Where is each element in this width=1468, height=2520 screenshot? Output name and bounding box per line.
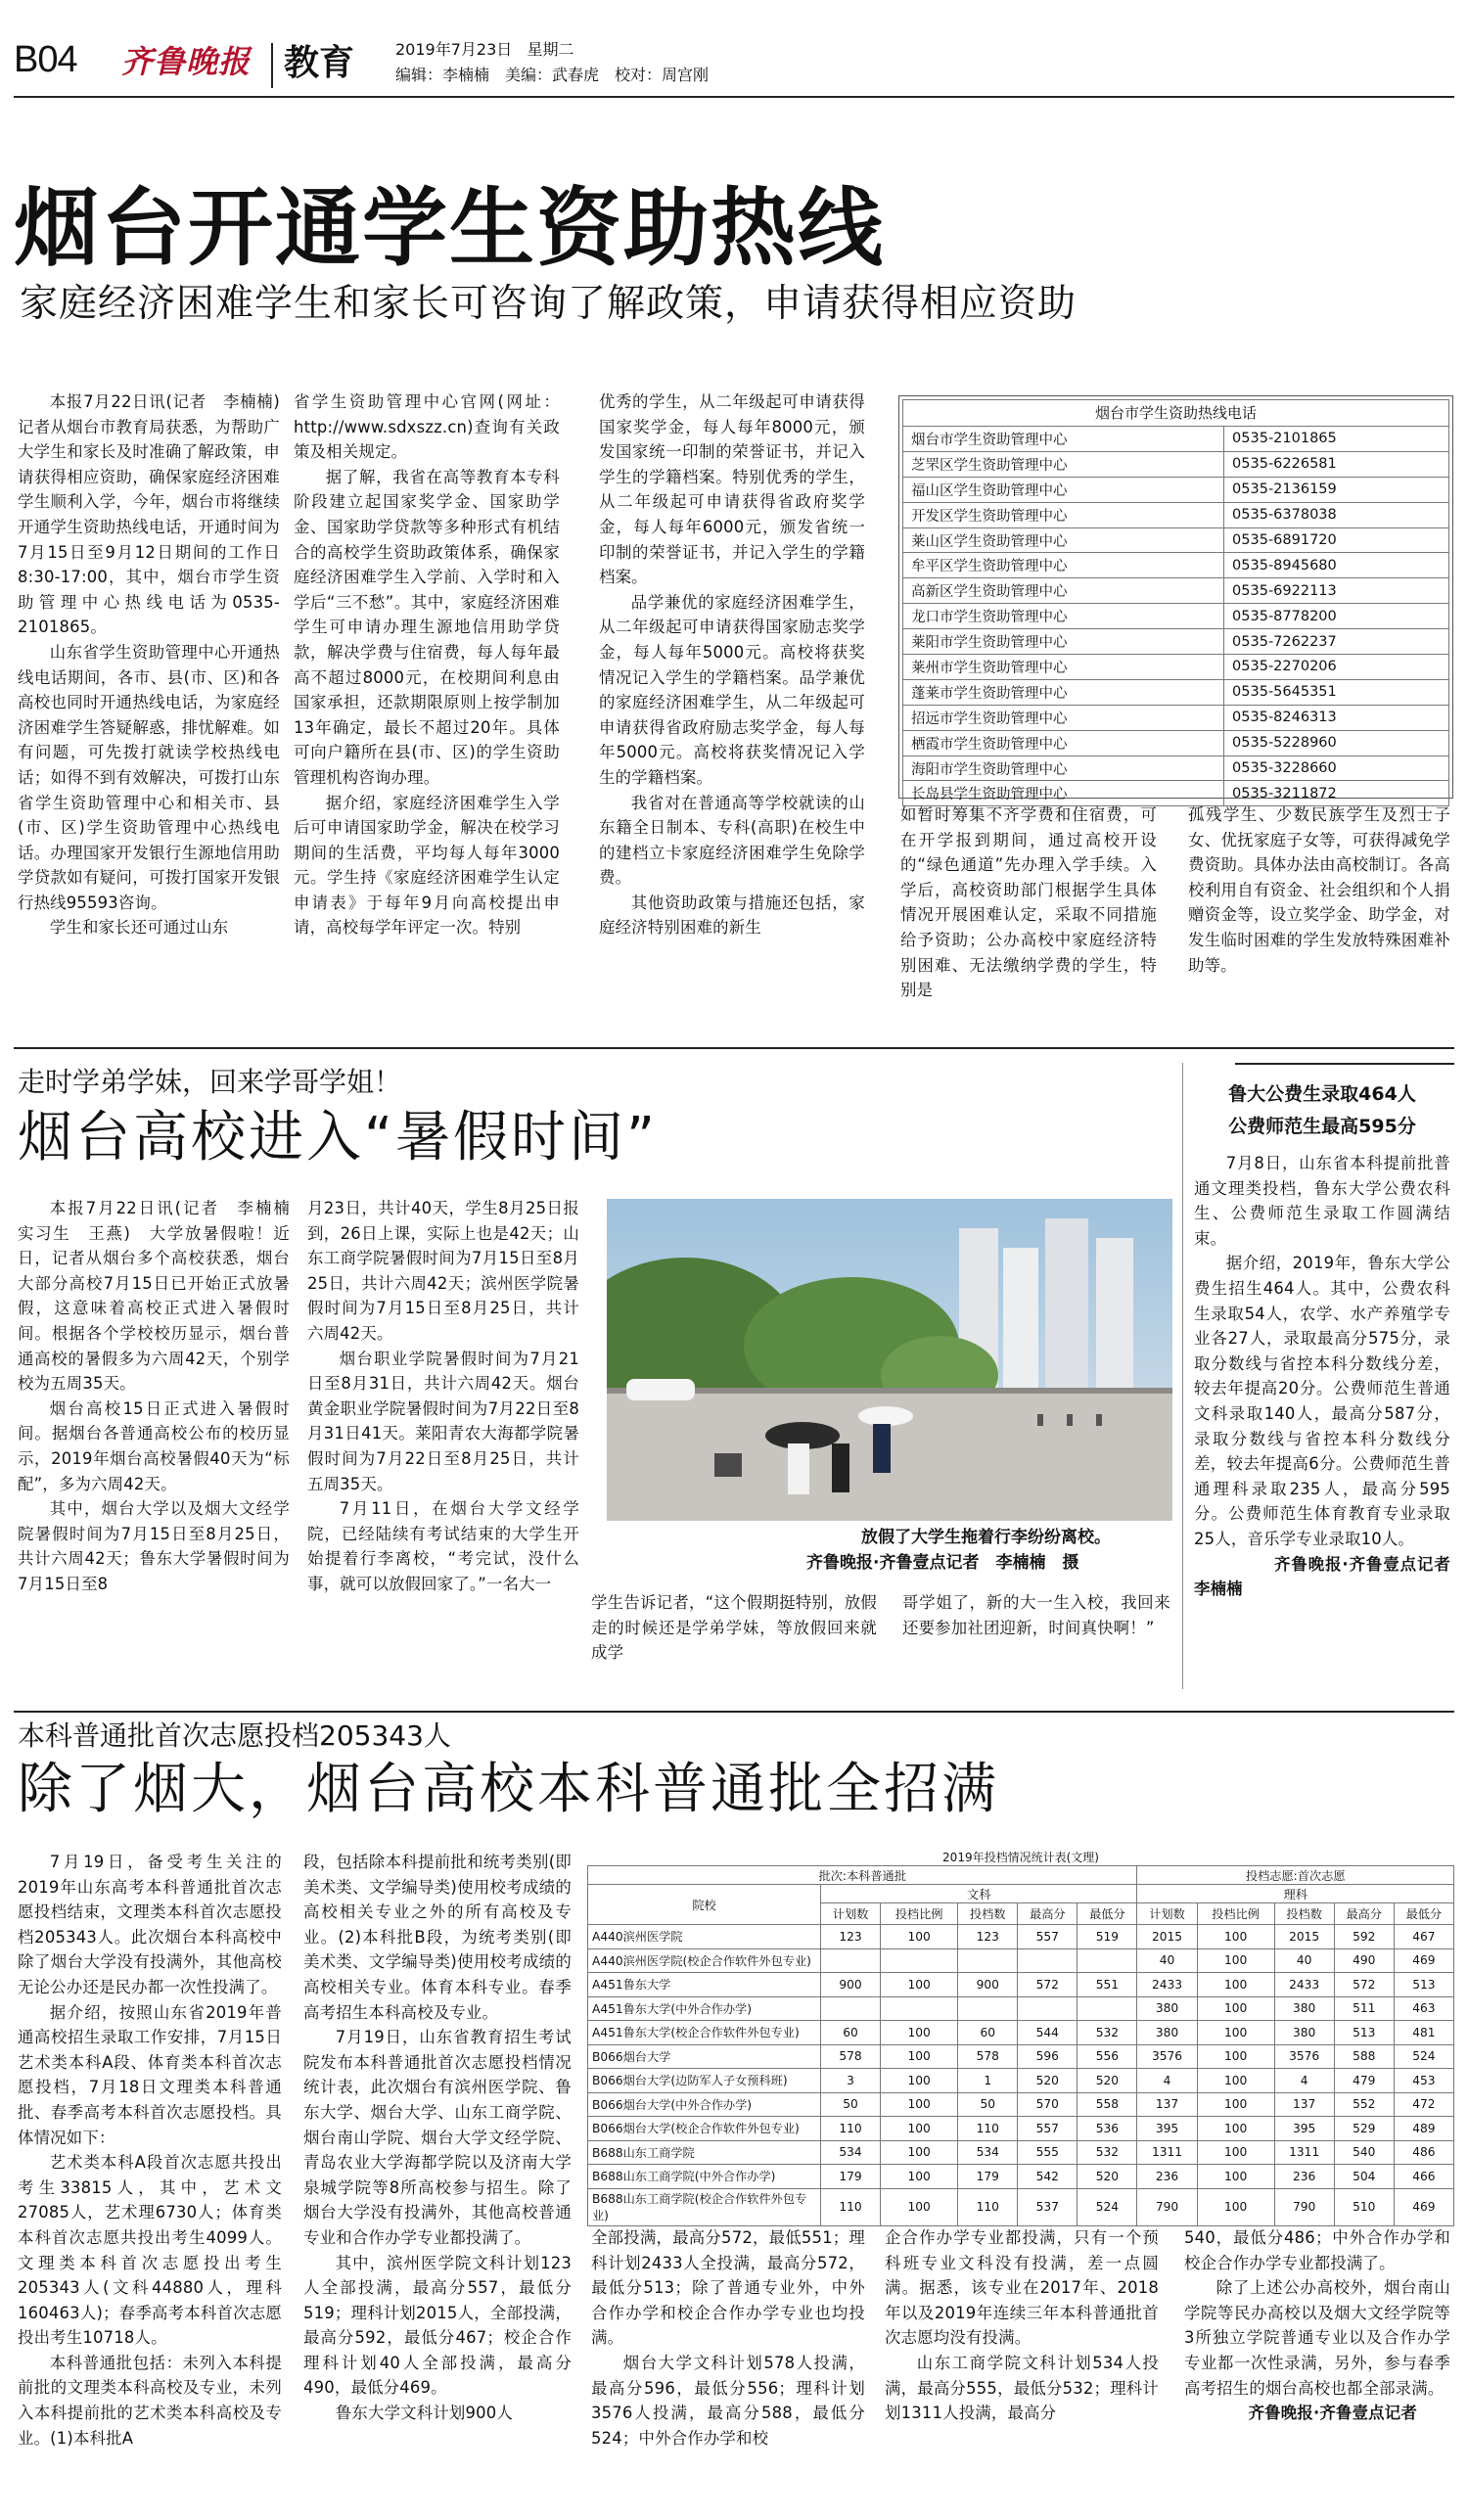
paragraph: 烟台大学文科计划578人投满，最高分596，最低分556；理科计划3576人投满，最高分588，最低分524；中外合作办学和校 [591, 2353, 865, 2448]
value-cell: 179 [958, 2165, 1018, 2189]
value-cell [1018, 1948, 1078, 1973]
phone-number: 0535-5228960 [1224, 730, 1449, 756]
school-cell: B066烟台大学(边防军人子女预科班) [588, 2069, 821, 2093]
paragraph: 其中，烟台大学以及烟大文经学院暑假时间为7月15日至8月25日，共计六周42天；鲁东大学暑假时间为7月15日至8 [18, 1499, 290, 1593]
paragraph: 品学兼优的家庭经济困难学生，从二年级起可申请获得国家励志奖学金，每人每年5000元。高校将获奖情况记入学生的学籍档案。品学兼优的家庭经济困难学生，从二年级起可申请获得省政府励志奖学金，每人每年5000元。高校将获奖情况记入学生的学籍档案。 [599, 592, 865, 787]
value-cell: 557 [1018, 2117, 1078, 2141]
article3-headline-1: 鲁大公费生录取464人 [1228, 1083, 1416, 1105]
value-cell: 380 [1137, 1996, 1197, 2021]
phone-number: 0535-5645351 [1224, 679, 1449, 705]
hotline-row [903, 578, 1449, 604]
table-row [588, 2165, 1454, 2189]
value-cell: 100 [1197, 1973, 1274, 1997]
agency-name: 莱阳市学生资助管理中心 [903, 629, 1224, 655]
value-cell: 40 [1274, 1948, 1334, 1973]
byline: 齐鲁晚报·齐鲁壹点记者 李楠楠 [1194, 1554, 1467, 1599]
paragraph: 如暂时筹集不齐学费和住宿费，可在开学报到期间，通过高校开设的“绿色通道”先办理入学手续。入学后，高校资助部门根据学生具体情况开展困难认定，采取不同措施给予资助；公办高校中家庭经济特别困难、无法缴纳学费的学生，特别是 [900, 805, 1157, 1000]
agency-name: 烟台市学生资助管理中心 [903, 427, 1224, 452]
paragraph: 据了解，我省在高等教育本专科阶段建立起国家奖学金、国家助学金、国家助学贷款等多种形式有机结合的高校学生资助政策体系，确保家庭经济困难学生入学前、入学时和入学后“三不愁”。其中，家庭经济困难学生可申请办理生源地信用助学贷款，解决学费与住宿费，每人每年最高不超过8000元，在校期间利息由国家承担，还款期限原则上按学制加13年确定，最长不超过20年。具体可向户籍所在县(市、区)的学生资助管理机构咨询办理。 [294, 467, 560, 787]
volunteer-header: 投档志愿:首次志愿 [1137, 1866, 1454, 1885]
value-cell: 534 [958, 2140, 1018, 2165]
paragraph: 本科普通批包括：未列入本科提前批的文理类本科高校及专业，未列入本科提前批的艺术类本科高校及专业。(1)本科批A [18, 2353, 282, 2448]
phone-number: 0535-8945680 [1224, 553, 1449, 578]
value-cell [821, 1948, 881, 1973]
school-cell: B066烟台大学(校企合作软件外包专业) [588, 2117, 821, 2141]
paragraph: 鲁东大学文科计划900人 [335, 2404, 513, 2423]
table-row [588, 1996, 1454, 2021]
value-cell [958, 1996, 1018, 2021]
photo-caption: 放假了大学生拖着行李纷纷离校。 [861, 1528, 1111, 1547]
agency-name: 龙口市学生资助管理中心 [903, 604, 1224, 629]
paragraph: 7月19日，备受考生关注的2019年山东高考本科普通批首次志愿投档结束，文理类本科首次志愿投档205343人。此次烟台本科高校中除了烟台大学没有投满外，其他高校无论公办还是民办都一次性投满了。 [18, 1853, 282, 1996]
phone-number: 0535-8246313 [1224, 705, 1449, 730]
column-header: 计划数 [1137, 1903, 1197, 1925]
value-cell: 900 [821, 1973, 881, 1997]
agency-name: 福山区学生资助管理中心 [903, 477, 1224, 502]
agency-name: 长岛县学生资助管理中心 [903, 781, 1224, 806]
column-header: 投档数 [1274, 1903, 1334, 1925]
section-name: 教育 [284, 43, 355, 83]
value-cell: 50 [821, 2092, 881, 2117]
value-cell: 551 [1078, 1973, 1137, 1997]
value-cell: 110 [821, 2188, 881, 2225]
table-row [588, 2021, 1454, 2045]
hotline-caption: 烟台市学生资助热线电话 [902, 399, 1449, 426]
paragraph: 据介绍，按照山东省2019年普通高校招生录取工作安排，7月15日艺术类本科A段、体育类本科首次志愿投档，7月18日文理类本科普通批、春季高考本科首次志愿投档。具体情况如下： [18, 2002, 282, 2147]
value-cell: 790 [1137, 2188, 1197, 2225]
table-row [588, 1973, 1454, 1997]
value-cell: 123 [958, 1925, 1018, 1949]
value-cell: 110 [821, 2117, 881, 2141]
value-cell: 123 [821, 1925, 881, 1949]
value-cell: 100 [1197, 2165, 1274, 2189]
value-cell: 532 [1078, 2140, 1137, 2165]
header-rule [14, 96, 1454, 98]
value-cell: 469 [1394, 1948, 1453, 1973]
paragraph: 哥学姐了，新的大一生入校，我回来还要参加社团迎新，时间真快啊！” [902, 1593, 1170, 1637]
paragraph: 本报7月22日讯(记者 李楠楠) 记者从烟台市教育局获悉，为帮助广大学生和家长及时准确了解政策，申请获得相应资助，确保家庭经济困难学生顺利入学，今年，烟台市将继续开通学生资助热线电话，开通时间为7月15日至9月12日期间的工作日8:30-17:00，其中，烟台市学生资助管理中心热线电话为0535-2101865。 [18, 392, 297, 637]
value-cell: 572 [1018, 1973, 1078, 1997]
value-cell: 467 [1394, 1925, 1453, 1949]
paragraph: 孤残学生、少数民族学生及烈士子女、优抚家庭子女等，可获得减免学费资助。具体办法由高校制订。各高校利用自有资金、社会组织和个人捐赠资金等，设立奖学金、助学金，对发生临时困难的学生发放特殊困难补助等。 [1188, 805, 1450, 975]
paragraph: 段，包括除本科提前批和统考类别(即美术类、文学编导类)使用校考成绩的高校相关专业之外的所有高校及专业。(2)本科批B段，为统考类别(即美术类、文学编导类)使用校考成绩的高校相关专业。体育本科专业。春季高考招生本科高校及专业。 [303, 1853, 572, 2022]
sidebar-top-rule [1235, 1063, 1454, 1065]
value-cell: 592 [1334, 1925, 1394, 1949]
value-cell: 578 [821, 2044, 881, 2069]
value-cell [1078, 1996, 1137, 2021]
article4-headline: 除了烟大，烟台高校本科普通批全招满 [18, 1758, 999, 1821]
value-cell: 100 [1197, 1948, 1274, 1973]
value-cell: 588 [1334, 2044, 1394, 2069]
value-cell: 542 [1018, 2165, 1078, 2189]
hotline-table [898, 395, 1453, 803]
hotline-row [903, 679, 1449, 705]
value-cell: 100 [881, 2165, 958, 2189]
phone-number: 0535-6226581 [1224, 451, 1449, 477]
table-caption: 2019年投档情况统计表(文理) [942, 1851, 1099, 1864]
hotline-row [903, 527, 1449, 553]
value-cell: 100 [881, 2188, 958, 2225]
agency-name: 莱州市学生资助管理中心 [903, 655, 1224, 680]
value-cell: 511 [1334, 1996, 1394, 2021]
phone-number: 0535-6922113 [1224, 578, 1449, 604]
paragraph: 艺术类本科A段首次志愿共投出考生33815人，其中，艺术文27085人，艺术理6730人；体育类本科首次志愿共投出考生4099人。文理类本科首次志愿投出考生205343人(文科44880人，理科160463人)；春季高考本科首次志愿投出考生10718人。 [18, 2153, 282, 2348]
value-cell: 395 [1137, 2117, 1197, 2141]
value-cell: 453 [1394, 2069, 1453, 2093]
paragraph: 本报7月22日讯(记者 李楠楠 实习生 王燕) 大学放暑假啦！近日，记者从烟台多个高校获悉，烟台大部分高校7月15日已开始正式放暑假，这意味着高校正式进入暑假时间。根据各个学校校历显示，烟台普通高校的暑假多为六周42天，个别学校为五周35天。 [18, 1199, 306, 1394]
paragraph: 7月19日，山东省教育招生考试院发布本科普通批首次志愿投档情况统计表，此次烟台有滨州医学院、鲁东大学、烟台大学、山东工商学院、烟台南山学院、烟台大学文经学院、青岛农业大学海都学院以及济南大学泉城学院等8所高校参与招生。除了烟台大学没有投满外，其他高校普通专业和合作办学专业都投满了。 [303, 2028, 572, 2247]
paragraph: 企合作办学专业都投满，只有一个预科班专业文科没有投满，差一点圆满。据悉，该专业在2017年、2018年以及2019年连续三年本科普通批首次志愿均没有投满。 [885, 2228, 1159, 2348]
article2-kicker: 走时学弟学妹，回来学哥学姐！ [18, 1066, 402, 1098]
article1-col5 [1188, 802, 1450, 978]
paragraph: 据介绍，家庭经济困难学生入学后可申请国家助学金，解决在校学习期间的生活费，平均每人每年3000元。学生持《家庭经济困难学生认定申请表》于每年9月向高校提出申请，高校每学年评定一次。特别 [294, 793, 560, 938]
value-cell: 486 [1394, 2140, 1453, 2165]
value-cell: 4 [1137, 2069, 1197, 2093]
value-cell: 510 [1334, 2188, 1394, 2225]
agency-name: 蓬莱市学生资助管理中心 [903, 679, 1224, 705]
column-header: 投档比例 [1197, 1903, 1274, 1925]
value-cell: 479 [1334, 2069, 1394, 2093]
hotline-row [903, 604, 1449, 629]
value-cell: 110 [958, 2117, 1018, 2141]
value-cell: 3576 [1137, 2044, 1197, 2069]
paragraph: 540，最低分486；中外合作办学和校企合作办学专业都投满了。 [1184, 2228, 1450, 2272]
phone-number: 0535-6378038 [1224, 502, 1449, 527]
value-cell: 519 [1078, 1925, 1137, 1949]
value-cell: 534 [821, 2140, 881, 2165]
value-cell [881, 1996, 958, 2021]
value-cell: 100 [1197, 2021, 1274, 2045]
paragraph: 山东省学生资助管理中心开通热线电话期间，各市、县(市、区)和各高校也同时开通热线电话，为家庭经济困难学生答疑解惑，排忧解难。如有问题，可先拨打就读学校热线电话；如得不到有效解决，可拨打山东省学生资助管理中心和相关市、县(市、区)学生资助管理中心热线电话。办理国家开发银行生源地信用助学贷款如有疑问，可拨打国家开发银行热线95593咨询。 [18, 642, 280, 912]
value-cell: 556 [1078, 2044, 1137, 2069]
hotline-row [903, 451, 1449, 477]
value-cell: 2015 [1137, 1925, 1197, 1949]
school-header: 院校 [588, 1885, 821, 1925]
table-row [588, 2140, 1454, 2165]
value-cell: 540 [1334, 2140, 1394, 2165]
value-cell: 572 [1334, 1973, 1394, 1997]
value-cell: 3 [821, 2069, 881, 2093]
value-cell [958, 1948, 1018, 1973]
paragraph: 其他资助政策与措施还包括，家庭经济特别困难的新生 [599, 893, 865, 938]
article3-headline-2: 公费师范生最高595分 [1228, 1116, 1416, 1137]
paragraph: 山东工商学院文科计划534人投满，最高分555，最低分532；理科计划1311人投满，最高分 [885, 2353, 1159, 2423]
article2-bottom2 [902, 1590, 1170, 1640]
page-number: B04 [14, 39, 77, 80]
phone-number: 0535-6891720 [1224, 527, 1449, 553]
agency-name: 高新区学生资助管理中心 [903, 578, 1224, 604]
value-cell: 100 [1197, 2092, 1274, 2117]
hotline-row [903, 477, 1449, 502]
value-cell: 557 [1018, 1925, 1078, 1949]
value-cell: 100 [1197, 2117, 1274, 2141]
article4-kicker: 本科普通批首次志愿投档205343人 [18, 1719, 451, 1752]
value-cell: 100 [881, 2069, 958, 2093]
article2-col1 [18, 1196, 306, 1597]
table-row [588, 1948, 1454, 1973]
column-header: 最低分 [1078, 1903, 1137, 1925]
paragraph: 全部投满，最高分572，最低551；理科计划2433人全投满，最高分572，最低分513；除了普通专业外，中外合作办学和校企合作办学专业也均投满。 [591, 2228, 865, 2348]
paragraph: 学生告诉记者，“这个假期挺特别，放假走的时候还是学弟学妹，等放假回来就成学 [591, 1593, 877, 1663]
value-cell: 469 [1394, 2188, 1453, 2225]
school-cell: A440滨州医学院(校企合作软件外包专业) [588, 1948, 821, 1973]
value-cell: 1311 [1137, 2140, 1197, 2165]
value-cell: 60 [958, 2021, 1018, 2045]
value-cell: 2433 [1274, 1973, 1334, 1997]
value-cell: 472 [1394, 2092, 1453, 2117]
value-cell: 536 [1078, 2117, 1137, 2141]
phone-number: 0535-3228660 [1224, 756, 1449, 781]
byline: 齐鲁晚报·齐鲁壹点记者 [1248, 2404, 1417, 2423]
value-cell: 578 [958, 2044, 1018, 2069]
value-cell: 513 [1394, 1973, 1453, 1997]
phone-number: 0535-7262237 [1224, 629, 1449, 655]
paragraph: 7月8日，山东省本科提前批普通文理类投档，鲁东大学公费农科生、公费师范生录取工作圆满结束。 [1194, 1154, 1450, 1248]
value-cell: 60 [821, 2021, 881, 2045]
value-cell [821, 1996, 881, 2021]
sidebar-left-rule [1182, 1063, 1183, 1689]
paragraph: 月23日，共计40天，学生8月25日报到，26日上课，实际上也是42天；山东工商学院暑假时间为7月15日至8月25日，共计六周42天；滨州医学院暑假时间为7月15日至8月25日，共计六周42天。 [307, 1199, 579, 1343]
table-row [588, 2044, 1454, 2069]
paragraph: 其中，滨州医学院文科计划123人全部投满，最高分557，最低分519；理科计划2015人，全部投满，最高分592，最低分467；校企合作理科计划40人全部投满，最高分490，最低分469。 [303, 2253, 572, 2398]
value-cell: 524 [1078, 2188, 1137, 2225]
value-cell: 236 [1274, 2165, 1334, 2189]
value-cell: 100 [1197, 2188, 1274, 2225]
value-cell: 50 [958, 2092, 1018, 2117]
phone-number: 0535-8778200 [1224, 604, 1449, 629]
column-header: 最低分 [1394, 1903, 1453, 1925]
value-cell: 236 [1137, 2165, 1197, 2189]
value-cell: 110 [958, 2188, 1018, 2225]
value-cell: 558 [1078, 2092, 1137, 2117]
agency-name: 海阳市学生资助管理中心 [903, 756, 1224, 781]
weekday: 星期二 [527, 40, 574, 59]
value-cell: 4 [1274, 2069, 1334, 2093]
campus-photo [607, 1199, 1172, 1521]
table-row [588, 1925, 1454, 1949]
value-cell: 100 [1197, 1925, 1274, 1949]
column-header: 计划数 [821, 1903, 881, 1925]
hotline-row [903, 629, 1449, 655]
date: 2019年7月23日 [395, 40, 513, 59]
value-cell: 100 [881, 2092, 958, 2117]
value-cell: 520 [1078, 2069, 1137, 2093]
value-cell [881, 1948, 958, 1973]
value-cell: 520 [1078, 2165, 1137, 2189]
value-cell: 544 [1018, 2021, 1078, 2045]
article4-col4 [885, 2225, 1159, 2426]
paragraph: 学生和家长还可通过山东 [49, 918, 229, 938]
column-header: 最高分 [1334, 1903, 1394, 1925]
value-cell [1018, 1996, 1078, 2021]
paragraph: 烟台职业学院暑假时间为7月21日至8月31日，共计六周42天。烟台黄金职业学院暑假时间为7月22日至8月31日41天。莱阳青农大海都学院暑假时间为7月22日至8月25日，共计五周35天。 [307, 1349, 579, 1493]
table-row [588, 2092, 1454, 2117]
agency-name: 莱山区学生资助管理中心 [903, 527, 1224, 553]
paragraph: 据介绍，2019年，鲁东大学公费生招生464人。其中，公费农科生录取54人，农学、水产养殖学专业各27人，录取最高分575分，录取分数线与省控本科分数线分差，较去年提高20分。公费师范生普通文科录取140人，最高分587分，录取分数线与省控本科分数线分差，较去年提高6分。公费师范生普通理科录取235人，最高分595分。公费师范生体育教育专业录取25人，音乐学专业录取10人。 [1194, 1254, 1450, 1548]
masthead-logo: 齐鲁晚报 [121, 43, 252, 80]
value-cell: 790 [1274, 2188, 1334, 2225]
admission-table-grid [587, 1865, 1454, 2226]
value-cell: 100 [881, 2021, 958, 2045]
article2-bottom1 [591, 1590, 877, 1666]
phone-number: 0535-2101865 [1224, 427, 1449, 452]
value-cell: 2433 [1137, 1973, 1197, 1997]
value-cell: 537 [1018, 2188, 1078, 2225]
section-rule [14, 1711, 1454, 1713]
paragraph: 我省对在普通高等学校就读的山东籍全日制本、专科(高职)在校生中的建档立卡家庭经济困难学生免除学费。 [599, 793, 865, 888]
value-cell: 524 [1394, 2044, 1453, 2069]
school-cell: B688山东工商学院(校企合作软件外包专业) [588, 2188, 821, 2225]
article1-col3 [599, 389, 865, 940]
column-header: 投档数 [958, 1903, 1018, 1925]
value-cell: 100 [881, 1925, 958, 1949]
paragraph: 省学生资助管理中心官网(网址：http://www.sdxszz.cn)查询有关政策及相关规定。 [294, 392, 560, 462]
paragraph: 除了上述公办高校外，烟台南山学院等民办高校以及烟大文经学院等3所独立学院普通专业以及合作办学专业都一次性录满，另外，参与春季高考招生的烟台高校也都全部录满。 [1184, 2278, 1450, 2398]
article2-col2 [307, 1196, 579, 1597]
value-cell: 179 [821, 2165, 881, 2189]
hotline-row [903, 730, 1449, 756]
value-cell: 489 [1394, 2117, 1453, 2141]
value-cell: 100 [1197, 2069, 1274, 2093]
article1-headline: 烟台开通学生资助热线 [14, 177, 885, 278]
article4-col3 [591, 2225, 865, 2451]
value-cell: 137 [1137, 2092, 1197, 2117]
value-cell: 3576 [1274, 2044, 1334, 2069]
value-cell [1078, 1948, 1137, 1973]
value-cell: 463 [1394, 1996, 1453, 2021]
school-cell: B688山东工商学院 [588, 2140, 821, 2165]
admission-table [587, 1850, 1454, 2226]
agency-name: 芝罘区学生资助管理中心 [903, 451, 1224, 477]
batch-header: 批次:本科普通批 [588, 1866, 1137, 1885]
phone-number: 0535-3211872 [1224, 781, 1449, 806]
article1-col1 [18, 389, 297, 940]
value-cell: 466 [1394, 2165, 1453, 2189]
column-header: 最高分 [1018, 1903, 1078, 1925]
value-cell: 380 [1274, 2021, 1334, 2045]
school-cell: A451鲁东大学(中外合作办学) [588, 1996, 821, 2021]
value-cell: 2015 [1274, 1925, 1334, 1949]
admission-rows [588, 1925, 1454, 2226]
school-cell: B066烟台大学 [588, 2044, 821, 2069]
value-cell: 100 [881, 2140, 958, 2165]
value-cell: 100 [1197, 2044, 1274, 2069]
article1-subheadline: 家庭经济困难学生和家长可咨询了解政策，申请获得相应资助 [20, 282, 1078, 326]
issue-date [395, 39, 574, 61]
value-cell: 100 [881, 2117, 958, 2141]
school-cell: B066烟台大学(中外合作办学) [588, 2092, 821, 2117]
table-row [588, 2117, 1454, 2141]
agency-name: 开发区学生资助管理中心 [903, 502, 1224, 527]
value-cell: 1311 [1274, 2140, 1334, 2165]
article2-headline: 烟台高校进入“暑假时间” [18, 1106, 659, 1169]
value-cell: 40 [1137, 1948, 1197, 1973]
value-cell: 100 [881, 1973, 958, 1997]
article3-body [1194, 1151, 1467, 1602]
hotline-row [903, 502, 1449, 527]
hotline-row [903, 756, 1449, 781]
header-divider [271, 43, 273, 88]
phone-number: 0535-2136159 [1224, 477, 1449, 502]
article4-col5 [1184, 2225, 1450, 2426]
value-cell: 380 [1274, 1996, 1334, 2021]
value-cell: 100 [1197, 2140, 1274, 2165]
science-header: 理科 [1137, 1885, 1454, 1903]
value-cell: 900 [958, 1973, 1018, 1997]
agency-name: 栖霞市学生资助管理中心 [903, 730, 1224, 756]
photo-credit: 齐鲁晚报·齐鲁壹点记者 李楠楠 摄 [806, 1553, 1079, 1573]
value-cell: 1 [958, 2069, 1018, 2093]
hotline-row [903, 705, 1449, 730]
phone-number: 0535-2270206 [1224, 655, 1449, 680]
value-cell: 100 [881, 2044, 958, 2069]
article1-col2 [294, 389, 560, 940]
value-cell: 504 [1334, 2165, 1394, 2189]
paragraph: 优秀的学生，从二年级起可申请获得国家奖学金，每人每年8000元，颁发国家统一印制的荣誉证书，并记入学生的学籍档案。特别优秀的学生，从二年级起可申请获得省政府奖学金，每人每年6000元，颁发省统一印制的荣誉证书，并记入学生的学籍档案。 [599, 392, 865, 587]
hotline-row [903, 427, 1449, 452]
agency-name: 招远市学生资助管理中心 [903, 705, 1224, 730]
value-cell: 395 [1274, 2117, 1334, 2141]
value-cell: 100 [1197, 1996, 1274, 2021]
campus-photo-illustration [607, 1199, 1172, 1521]
value-cell: 513 [1334, 2021, 1394, 2045]
table-row [588, 2069, 1454, 2093]
liberal-arts-header: 文科 [821, 1885, 1137, 1903]
school-cell: A451鲁东大学(校企合作软件外包专业) [588, 2021, 821, 2045]
value-cell: 596 [1018, 2044, 1078, 2069]
section-rule [14, 1047, 1454, 1049]
article4-col2 [303, 1850, 572, 2426]
hotline-row [903, 553, 1449, 578]
article1-col4 [900, 802, 1157, 1003]
hotline-rows [902, 426, 1449, 806]
agency-name: 牟平区学生资助管理中心 [903, 553, 1224, 578]
paragraph: 烟台高校15日正式进入暑假时间。据烟台各普通高校公布的校历显示，2019年烟台高校暑假40天为“标配”，多为六周42天。 [18, 1398, 290, 1493]
school-cell: B688山东工商学院(中外合作办学) [588, 2165, 821, 2189]
paragraph: 7月11日，在烟台大学文经学院，已经陆续有考试结束的大学生开始提着行李离校，“考完试，没什么事，就可以放假回家了。”一名大一 [307, 1499, 579, 1593]
article4-col1 [18, 1850, 282, 2451]
hotline-row [903, 781, 1449, 806]
value-cell: 490 [1334, 1948, 1394, 1973]
hotline-row [903, 655, 1449, 680]
editor-line: 编辑：李楠楠 美编：武春虎 校对：周宫刚 [395, 66, 710, 84]
value-cell: 570 [1018, 2092, 1078, 2117]
value-cell: 380 [1137, 2021, 1197, 2045]
value-cell: 532 [1078, 2021, 1137, 2045]
value-cell: 481 [1394, 2021, 1453, 2045]
value-cell: 552 [1334, 2092, 1394, 2117]
school-cell: A451鲁东大学 [588, 1973, 821, 1997]
value-cell: 555 [1018, 2140, 1078, 2165]
column-header: 投档比例 [881, 1903, 958, 1925]
value-cell: 137 [1274, 2092, 1334, 2117]
value-cell: 520 [1018, 2069, 1078, 2093]
table-row [588, 2188, 1454, 2225]
value-cell: 529 [1334, 2117, 1394, 2141]
school-cell: A440滨州医学院 [588, 1925, 821, 1949]
